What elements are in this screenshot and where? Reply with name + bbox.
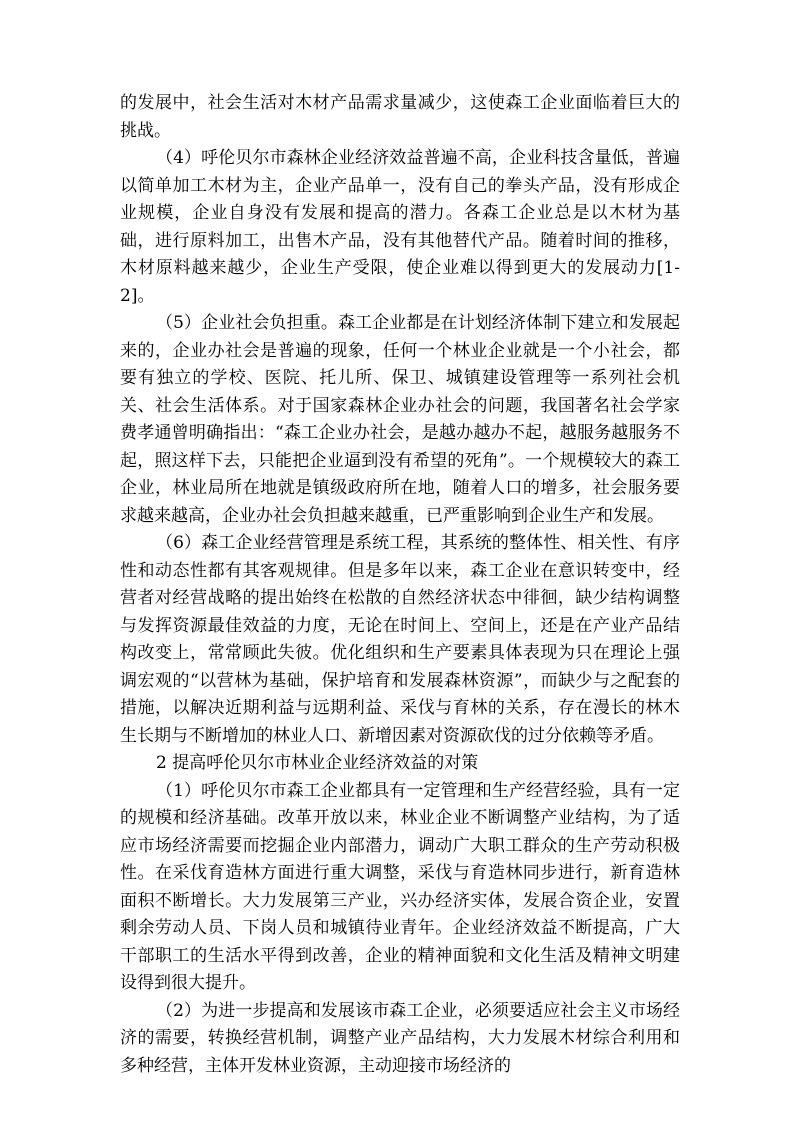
paragraph-countermeasure-2: （2）为进一步提高和发展该市森工企业，必须要适应社会主义市场经济的需要，转换经营机制，调整产业产品结构，大力发展木材综合利用和多种经营，主体开发林业资源，主动迎接市场经济的 — [120, 1000, 680, 1076]
paragraph-continuation: 的发展中，社会生活对木材产品需求量减少，这使森工企业面临着巨大的挑战。 — [120, 93, 680, 141]
paragraph-item-4: （4）呼伦贝尔市森林企业经济效益普遍不高，企业科技含量低，普遍以简单加工木材为主，企业产品单一，没有自己的拳头产品，没有形成企业规模，企业自身没有发展和提高的潜力。各森工企业总是以木材为基础，进行原料加工，出售木产品，没有其他替代产品。随着时间的推移，木材原料越来越少，企业生产受限，使企业难以得到更大的发展动力[1-2]。 — [120, 148, 680, 306]
paragraph-countermeasure-1: （1）呼伦贝尔市森工企业都具有一定管理和生产经营经验，具有一定的规模和经济基础。改革开放以来，林业企业不断调整产业结构，为了适应市场经济需要而挖掘企业内部潜力，调动广大职工群众的生产劳动积极性。在采伐育造林方面进行重大调整，采伐与育造林同步进行，新育造林面积不断增长。大力发展第三产业，兴办经济实体，发展合资企业，安置剩余劳动人员、下岗人员和城镇待业青年。企业经济效益不断提高，广大干部职工的生活水平得到改善，企业的精神面貌和文化生活及精神文明建设得到很大提升。 — [120, 780, 680, 993]
paragraph-item-6: （6）森工企业经营管理是系统工程，其系统的整体性、相关性、有序性和动态性都有其客观规律。但是多年以来，森工企业在意识转变中，经营者对经营战略的提出始终在松散的自然经济状态中徘徊，缺少结构调整与发挥资源最佳效益的力度，无论在时间上、空间上，还是在产业产品结构改变上，常常顾此失彼。优化组织和生产要素具体表现为只在理论上强调宏观的“以营林为基础，保护培育和发展森林资源”，而缺少与之配套的措施，以解决近期利益与远期利益、采伐与育林的关系，存在漫长的林木生长期与不断增加的林业人口、新增因素对资源砍伐的过分依赖等矛盾。 — [120, 533, 680, 746]
paragraph-item-5: （5）企业社会负担重。森工企业都是在计划经济体制下建立和发展起来的，企业办社会是普遍的现象，任何一个林业企业就是一个小社会，都要有独立的学校、医院、托儿所、保卫、城镇建设管理等一系列社会机关、社会生活体系。对于国家森林企业办社会的问题，我国著名社会学家费孝通曾明确指出：“森工企业办社会，是越办越办不起，越服务越服务不起，照这样下去，只能把企业逼到没有希望的死角”。一个规模较大的森工企业，林业局所在地就是镇级政府所在地，随着人口的增多，社会服务要求越来越高，企业办社会负担越来越重，已严重影响到企业生产和发展。 — [120, 313, 680, 526]
document-body — [120, 90, 680, 1080]
section-heading-2: 2 提高呼伦贝尔市林业企业经济效益的对策 — [156, 753, 479, 773]
